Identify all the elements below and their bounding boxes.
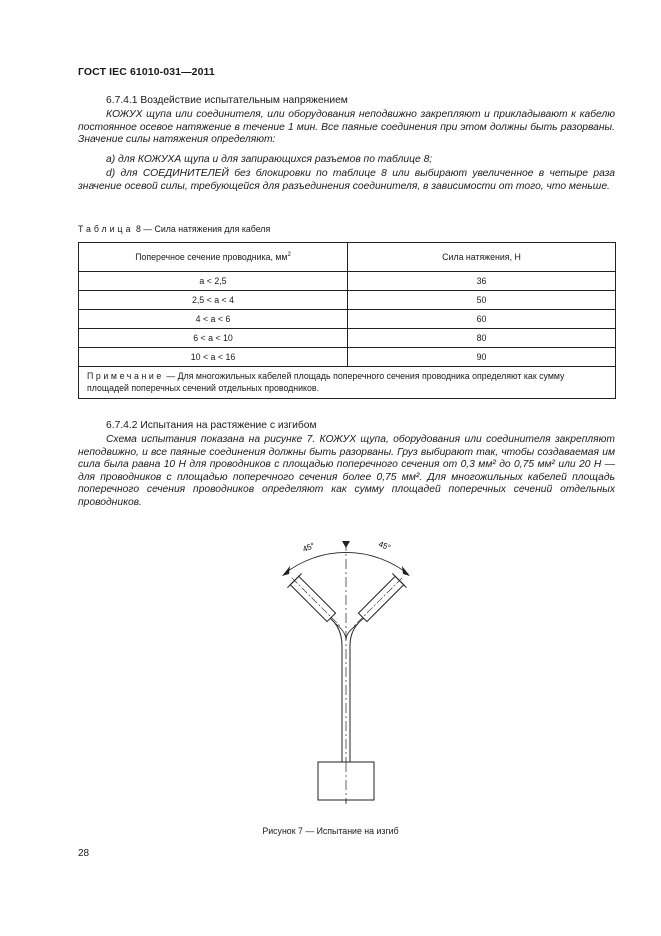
column-header-sup: 2 xyxy=(287,252,291,259)
note-label: Примечание xyxy=(87,371,164,381)
section-heading-6-7-4-1: 6.7.4.1 Воздействие испытательным напряжением xyxy=(106,95,348,106)
cable-left-edge xyxy=(330,618,342,762)
arc-arrow-left xyxy=(282,566,290,576)
bend-test-figure xyxy=(270,536,430,806)
table-note xyxy=(79,367,616,399)
table-note-row xyxy=(79,367,616,399)
cell-section: 4 < a < 6 xyxy=(79,310,348,329)
arc-arrow-top xyxy=(342,541,350,548)
angle-label-left: 45° xyxy=(301,540,316,554)
table-row xyxy=(79,310,616,329)
page-number: 28 xyxy=(78,848,90,859)
column-header-force: Сила натяжения, Н xyxy=(348,243,616,272)
cell-section: 10 < a < 16 xyxy=(79,348,348,367)
cell-force: 50 xyxy=(348,291,616,310)
table-header-row xyxy=(79,243,616,272)
section-paragraph: КОЖУХ щупа или соединителя, или оборудования неподвижно закрепляют и прикладывают к кабелю постоянное осевое натяжение в течение 1 мин. Все паяные соединения при этом должны быть разорваны. Значение силы натяжения определяют: xyxy=(78,109,615,146)
cell-force: 36 xyxy=(348,272,616,291)
document-header: ГОСТ IEC 61010-031—2011 xyxy=(78,66,215,78)
table-caption-text: 8 — Сила натяжения для кабеля xyxy=(133,224,271,234)
list-item-a: а) для КОЖУХА щупа и для запирающихся разъемов по таблице 8; xyxy=(106,154,433,165)
table-row xyxy=(79,272,616,291)
section-paragraph-2: Схема испытания показана на рисунке 7. КОЖУХ щупа, оборудования или соединителя закрепляют неподвижно, и все паяные соединения должны быть разорваны. Груз выбирают так, чтобы создаваемая им сила была равна 10 Н для проводников с площадью поперечного сечения от 0,3 мм² до 0,75 мм² или 20 Н — для проводников с площадью поперечного сечения более 0,75 мм². Для многожильных кабелей площадь поперечного сечения проводников определяют как сумму площадей поперечных сечений отдельных проводников. xyxy=(78,434,615,508)
figure-caption: Рисунок 7 — Испытание на изгиб xyxy=(262,826,399,836)
cell-section: a < 2,5 xyxy=(79,272,348,291)
table-caption-label: Таблица xyxy=(78,224,134,234)
table-row xyxy=(79,329,616,348)
column-header-section xyxy=(79,243,348,272)
table-row xyxy=(79,291,616,310)
cell-force: 80 xyxy=(348,329,616,348)
left-holder xyxy=(285,571,347,633)
note-text: — Для многожильных кабелей площадь поперечного сечения проводника определяют как сумму площадей поперечных сечений отдельных проводников. xyxy=(87,371,565,393)
tension-table xyxy=(78,242,616,399)
table-caption xyxy=(78,224,270,234)
cable-right-edge xyxy=(350,618,364,762)
column-header-section-text: Поперечное сечение проводника, мм xyxy=(135,252,288,262)
arc-arrow-right xyxy=(402,566,410,576)
cell-force: 60 xyxy=(348,310,616,329)
cell-force: 90 xyxy=(348,348,616,367)
right-holder xyxy=(347,571,409,633)
section-heading-6-7-4-2: 6.7.4.2 Испытания на растяжение с изгибом xyxy=(106,420,317,431)
list-item-d: d) для СОЕДИНИТЕЛЕЙ без блокировки по таблице 8 или выбирают увеличенное в четыре раза значение осевой силы, требующейся для разъединения соединителя, в зависимости от того, что меньше. xyxy=(78,168,615,192)
cell-section: 6 < a < 10 xyxy=(79,329,348,348)
table-row xyxy=(79,348,616,367)
angle-label-right: 45° xyxy=(377,539,392,553)
cell-section: 2,5 < a < 4 xyxy=(79,291,348,310)
